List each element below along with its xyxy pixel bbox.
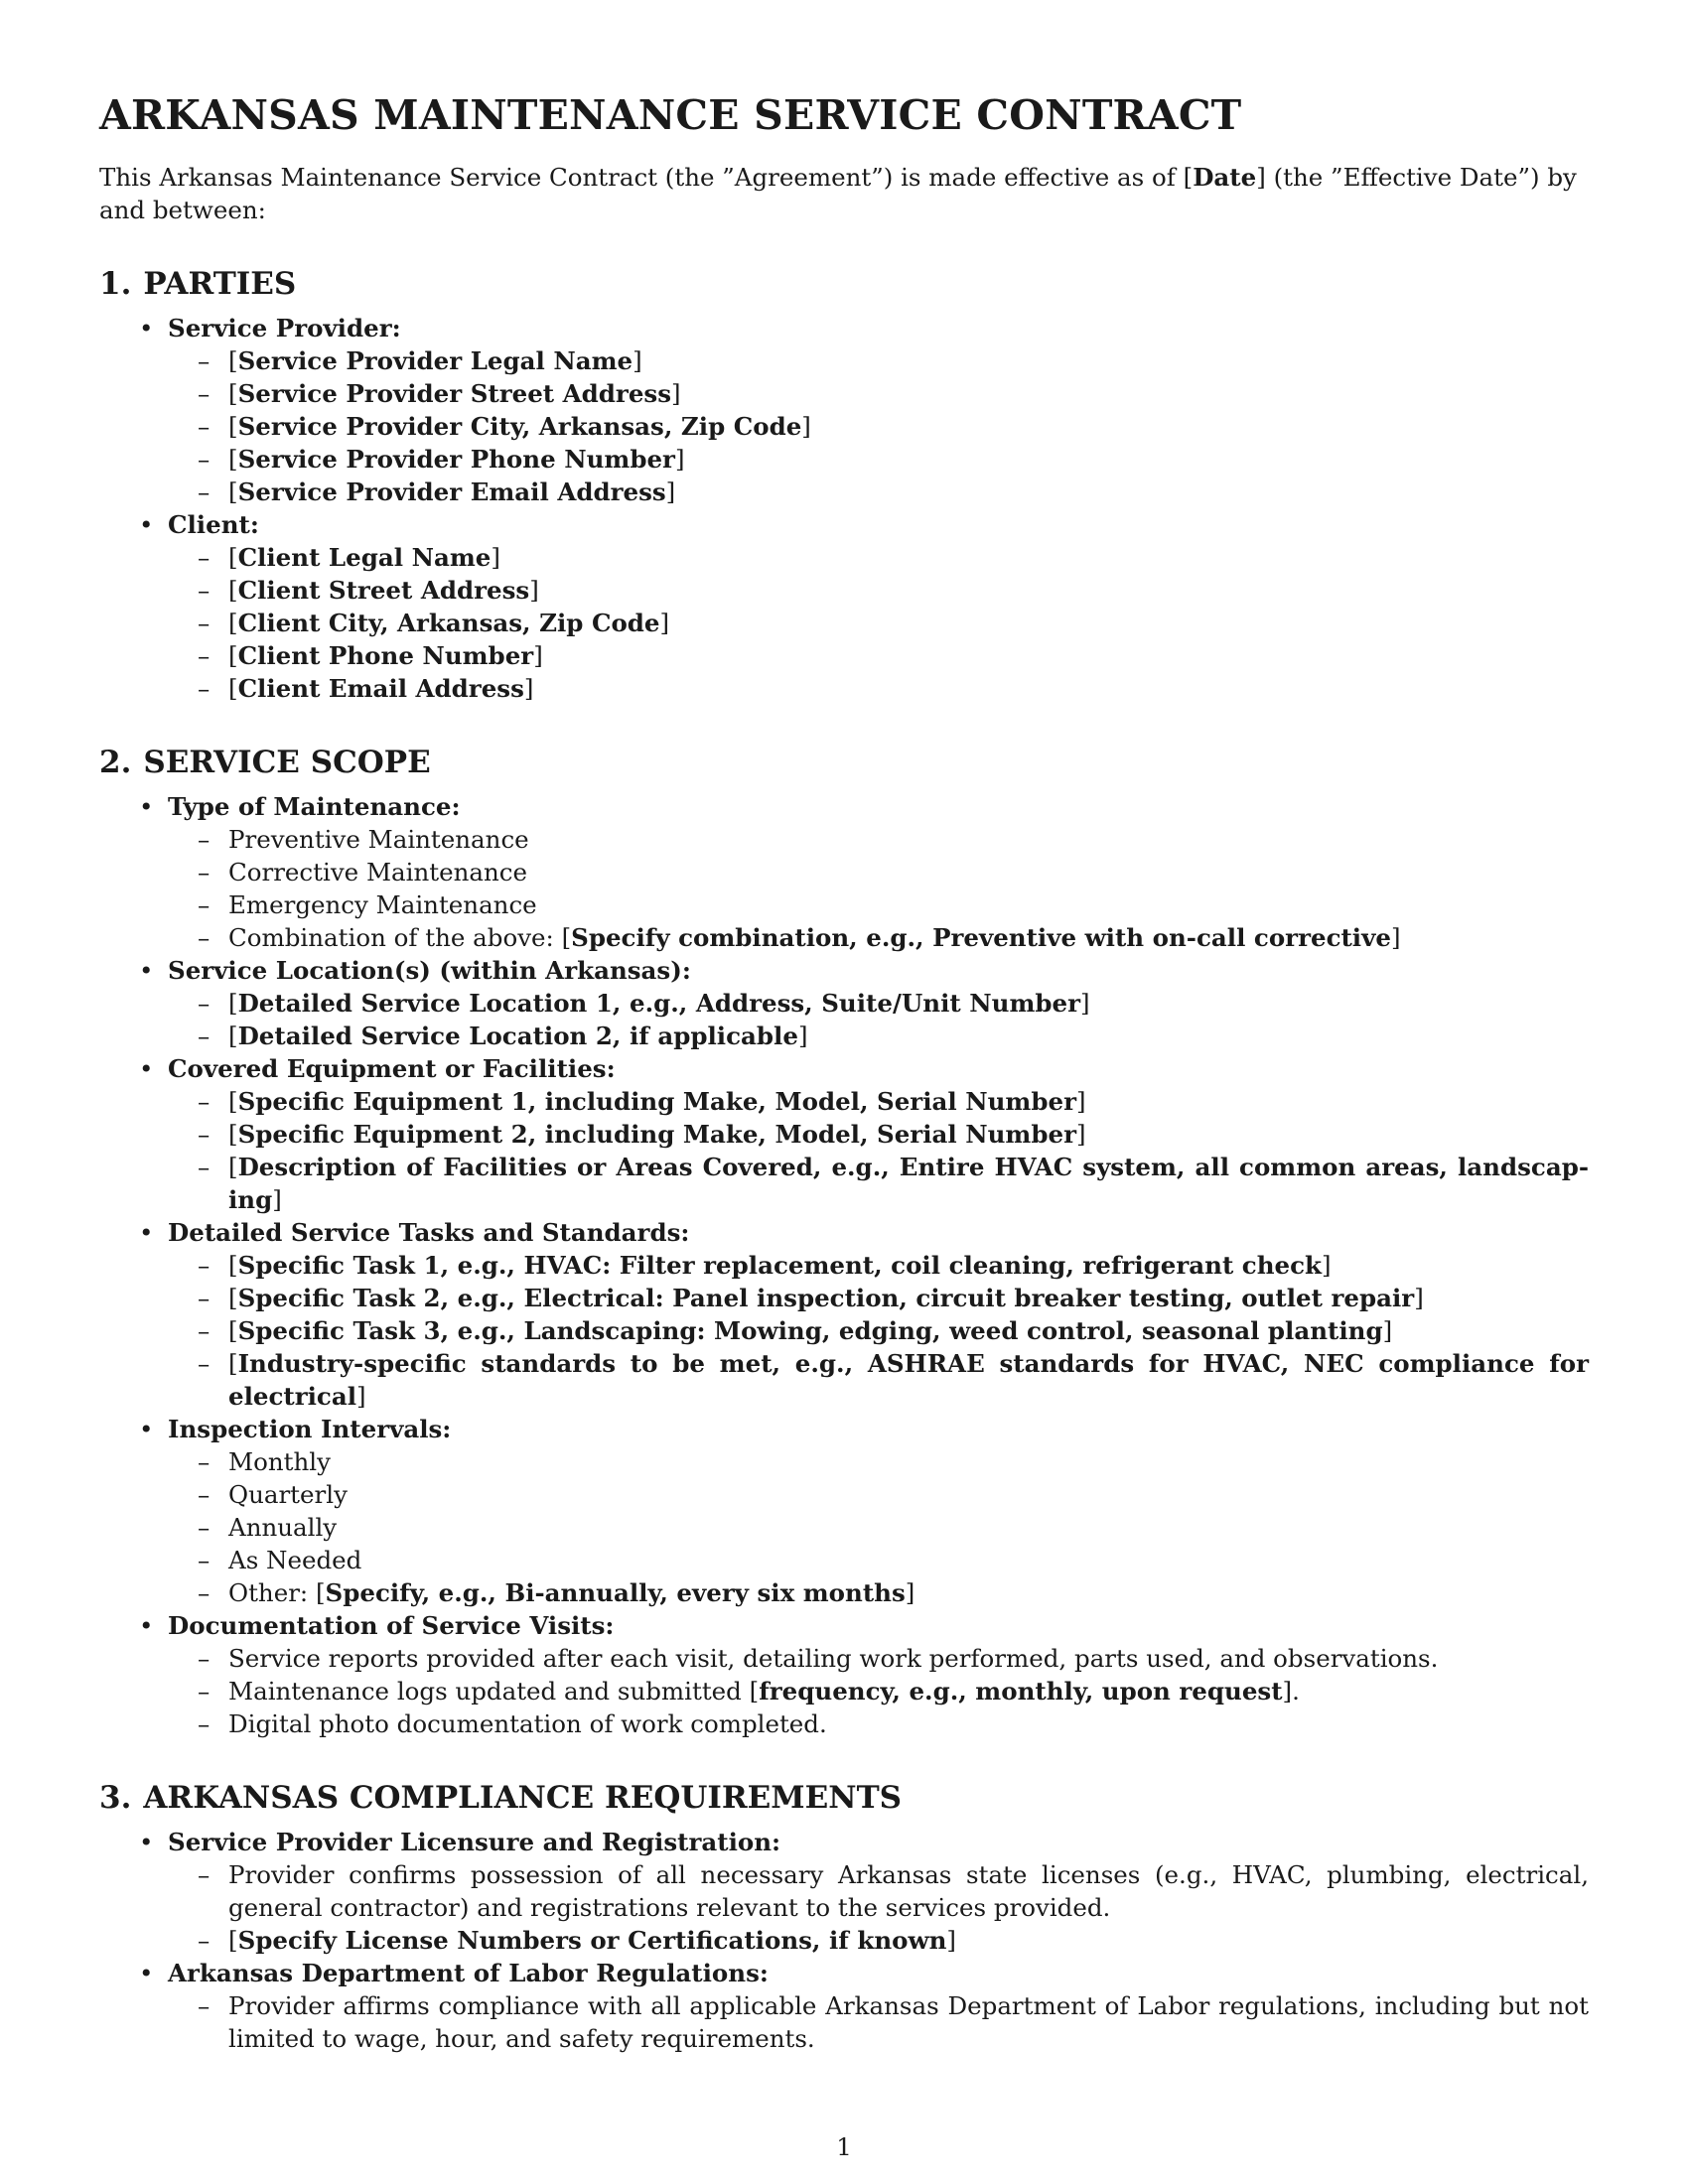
parties-list [99,312,1589,705]
list-item: – [Client Phone Number] [198,641,543,670]
dash-icon: – [198,412,211,441]
bullet-icon: • [139,1415,154,1443]
list-item: – Combination of the above: [Specify combination, e.g., Preventive with on-call corrective] [198,923,1401,952]
list-item: – [Specific Task 3, e.g., Landscaping: Mowing, edging, weed control, seasonal planting] [198,1316,1393,1345]
bullet-icon: • [139,1959,154,1987]
list-item: – [Description of Facilities or Areas Covered, e.g., Entire HVAC system, all common areas, landscap-ing] [198,1153,1589,1214]
type-of-maintenance-item: • Type of Maintenance: – Preventive Maintenance – Corrective Maintenance – Emergency Maintenance – Combination of the above: [Specify combination, e.g., Preventive with on-call corrective] [139,790,1589,954]
document-title: ARKANSAS MAINTENANCE SERVICE CONTRACT [99,91,1242,139]
dash-icon: – [198,543,211,572]
dash-icon: – [198,1578,211,1607]
page-number: 1 [836,2132,852,2161]
bullet-icon: • [139,1054,154,1083]
list-item: – [Client Legal Name] [198,543,500,572]
list-item: – Preventive Maintenance [198,825,529,854]
list-item: – [Client Email Address] [198,674,534,703]
documentation-item: • Documentation of Service Visits: – Service reports provided after each visit, detailing work performed, parts used, and observations. – Maintenance logs updated and submitted [frequency, e.g., monthly, upon request]. – Digital photo documentation of work completed. [139,1609,1589,1740]
intro-paragraph: This Arkansas Maintenance Service Contract (the ”Agreement”) is made effective as of [Date] (the ”Effective Date”) by and between: [99,163,1577,224]
bullet-icon: • [139,792,154,821]
dash-icon: – [198,641,211,670]
dash-icon: – [198,825,211,854]
list-item: – Emergency Maintenance [198,890,537,919]
service-scope-list [99,790,1589,1740]
inspection-intervals-details [168,1445,1589,1609]
list-item: – Corrective Maintenance [198,858,527,887]
list-item: – [Specific Equipment 2, including Make, Model, Serial Number] [198,1120,1086,1149]
list-item: – Digital photo documentation of work completed. [198,1709,827,1738]
list-item: – Monthly [198,1447,331,1476]
bullet-icon: • [139,1828,154,1856]
list-item: – [Detailed Service Location 1, e.g., Address, Suite/Unit Number] [198,989,1090,1018]
dash-icon: – [198,1087,211,1116]
list-item: – Maintenance logs updated and submitted [frequency, e.g., monthly, upon request]. [198,1677,1300,1706]
dash-icon: – [198,1991,211,2020]
dash-icon: – [198,1513,211,1542]
covered-equipment-item: • Covered Equipment or Facilities: – [Specific Equipment 1, including Make, Model, Serial Number] – [Specific Equipment 2, including Make, Model, Serial Number] – [Description of Facilities or Areas Covered, e.g., Entire HVAC system, all common areas, landscap-ing] [139,1054,1589,1214]
list-item: – [Client City, Arkansas, Zip Code] [198,609,670,637]
list-item: – [Industry-specific standards to be met, e.g., ASHRAE standards for HVAC, NEC compliance for electrical] [198,1349,1589,1411]
list-item: – [Specific Equipment 1, including Make, Model, Serial Number] [198,1087,1086,1116]
client-item: • Client: – [Client Legal Name] – [Client Street Address] – [Client City, Arkansas, Zip Code] – [Client Phone Number] – [Client Email Address] [139,508,1589,705]
dash-icon: – [198,1644,211,1673]
dash-icon: – [198,1349,211,1378]
dash-icon: – [198,674,211,703]
documentation-details [168,1642,1589,1740]
dash-icon: – [198,1022,211,1050]
dash-icon: – [198,445,211,474]
list-item: – Quarterly [198,1480,348,1509]
list-item: – [Service Provider Phone Number] [198,445,685,474]
list-item: – Annually [198,1513,338,1542]
dash-icon: – [198,1251,211,1280]
dash-icon: – [198,1120,211,1149]
list-item: – Other: [Specify, e.g., Bi-annually, every six months] [198,1578,915,1607]
covered-equipment-details [168,1085,1589,1216]
list-item: – [Service Provider Legal Name] [198,346,642,375]
dash-icon: – [198,1316,211,1345]
dash-icon: – [198,1284,211,1312]
service-locations-details [168,987,1589,1052]
list-item: – Provider affirms compliance with all applicable Arkansas Department of Labor regulations, including but not limited to wage, hour, and safety requirements. [198,1991,1589,2053]
labor-regulations-item: • Arkansas Department of Labor Regulations: – Provider affirms compliance with all applicable Arkansas Department of Labor regulations, including but not limited to wage, hour, and safety requirements. [139,1959,1589,2053]
type-of-maintenance-details [168,823,1589,954]
effective-date-placeholder: Date [1193,163,1257,192]
dash-icon: – [198,346,211,375]
list-item: – [Detailed Service Location 2, if applicable] [198,1022,808,1050]
dash-icon: – [198,890,211,919]
dash-icon: – [198,1480,211,1509]
dash-icon: – [198,1926,211,1955]
dash-icon: – [198,609,211,637]
bullet-icon: • [139,314,154,342]
dash-icon: – [198,1860,211,1889]
service-tasks-item: • Detailed Service Tasks and Standards: – [Specific Task 1, e.g., HVAC: Filter replacement, coil cleaning, refrigerant check] – [Specific Task 2, e.g., Electrical: Panel inspection, circuit breaker testing, outlet repair] – [Specific Task 3, e.g., Landscaping: Mowing, edging, weed control, seasonal planting] – [Industry-specific standards to be met, e.g., ASHRAE standards for HVAC, NEC compliance for electrical] [139,1218,1589,1411]
service-provider-item: • Service Provider: – [Service Provider Legal Name] – [Service Provider Street Address] – [Service Provider City, Arkansas, Zip Code] – [Service Provider Phone Number] – [Service Provider Email Address] [139,312,1589,508]
dash-icon: – [198,478,211,506]
dash-icon: – [198,989,211,1018]
dash-icon: – [198,1709,211,1738]
list-item: – Provider confirms possession of all necessary Arkansas state licenses (e.g., HVAC, plumbing, electrical, general contractor) and registrations relevant to the services provided. [198,1860,1589,1922]
dash-icon: – [198,1546,211,1574]
dash-icon: – [198,576,211,605]
dash-icon: – [198,379,211,408]
section-service-scope-heading: 2. SERVICE SCOPE [99,745,431,780]
list-item: – [Specify License Numbers or Certifications, if known] [198,1926,956,1955]
compliance-list [99,1826,1589,2055]
service-tasks-details [168,1249,1589,1413]
list-item: – As Needed [198,1546,362,1574]
contract-page [99,91,1589,2055]
bullet-icon: • [139,1611,154,1640]
licensure-details [168,1858,1589,1957]
bullet-icon: • [139,1218,154,1247]
list-item: – [Specific Task 1, e.g., HVAC: Filter replacement, coil cleaning, refrigerant check] [198,1251,1332,1280]
list-item: – [Client Street Address] [198,576,539,605]
list-item: – [Service Provider Street Address] [198,379,681,408]
service-locations-item: • Service Location(s) (within Arkansas): – [Detailed Service Location 1, e.g., Address, Suite/Unit Number] – [Detailed Service Location 2, if applicable] [139,954,1589,1052]
bullet-icon: • [139,956,154,985]
list-item: – Service reports provided after each visit, detailing work performed, parts used, and observations. [198,1644,1439,1673]
dash-icon: – [198,923,211,952]
labor-regulations-details [168,1989,1589,2055]
client-details [168,541,1589,705]
list-item: – [Service Provider Email Address] [198,478,676,506]
list-item: – [Service Provider City, Arkansas, Zip Code] [198,412,811,441]
section-compliance-heading: 3. ARKANSAS COMPLIANCE REQUIREMENTS [99,1780,903,1816]
dash-icon: – [198,1153,211,1181]
list-item: – [Specific Task 2, e.g., Electrical: Panel inspection, circuit breaker testing, outlet repair] [198,1284,1424,1312]
bullet-icon: • [139,510,154,539]
service-provider-details [168,344,1589,508]
section-parties-heading: 1. PARTIES [99,266,297,302]
dash-icon: – [198,1677,211,1706]
licensure-item: • Service Provider Licensure and Registration: – Provider confirms possession of all necessary Arkansas state licenses (e.g., HVAC, plumbing, electrical, general contractor) and registrations relevant to the services provided. – [Specify License Numbers or Certifications, if known] [139,1828,1589,1955]
dash-icon: – [198,858,211,887]
dash-icon: – [198,1447,211,1476]
inspection-intervals-item: • Inspection Intervals: – Monthly – Quarterly – Annually – As Needed – Other: [Specify, e.g., Bi-annually, every six months] [139,1413,1589,1609]
